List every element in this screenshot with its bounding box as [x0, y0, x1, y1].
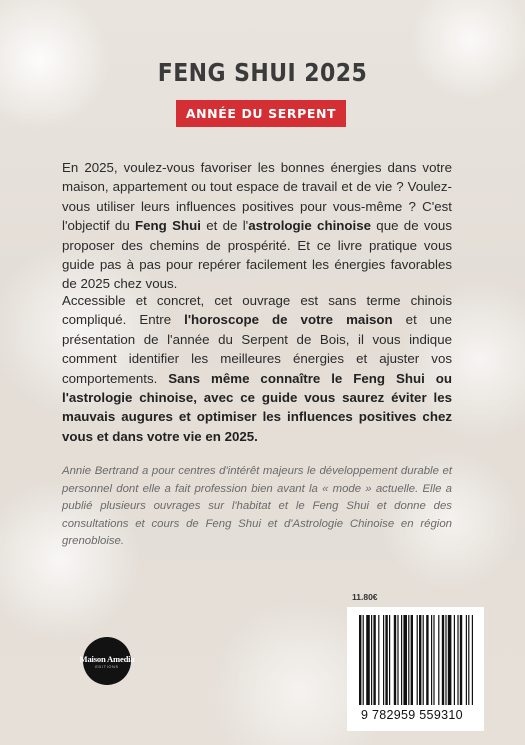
barcode-bar — [438, 615, 439, 705]
barcode-bar — [371, 615, 372, 705]
barcode-bar — [445, 615, 446, 705]
publisher-name: Maison Amedia — [79, 653, 135, 664]
p2-bold-horoscope: l'horoscope de votre maison — [184, 312, 393, 328]
barcode-bar — [359, 615, 361, 705]
p1-segment: et de l' — [200, 218, 249, 234]
barcode-bar — [378, 615, 379, 705]
barcode-bar — [433, 615, 434, 705]
description-paragraph-1 — [62, 158, 452, 294]
author-bio: Annie Bertrand a pour centres d'intérêt majeurs le développement durable et personnel dont elle a fait profession bien avant la « mode » actuelle. Elle a publié plusieurs ouvrages sur l'habitat et le Feng Shui et donne des consultations et cours de Feng Shui et d'Astrologie Chinoise en région grenobloise. — [62, 465, 452, 548]
barcode-digits: 9 782959 559310 — [361, 708, 463, 722]
barcode-bar — [363, 615, 364, 705]
barcode-bar — [366, 615, 370, 705]
barcode-bar — [397, 615, 398, 705]
barcode-bar — [460, 615, 462, 705]
description-paragraph-2 — [62, 291, 452, 446]
barcode-bar — [417, 615, 418, 705]
price-label: 11.80€ — [352, 592, 378, 602]
book-subtitle: ANNÉE DU SERPENT — [185, 106, 337, 121]
barcode-bar — [389, 615, 390, 705]
publisher-logo — [79, 637, 135, 685]
barcode-bar — [408, 615, 409, 705]
publisher-sub: EDITIONS — [95, 664, 119, 669]
p2-segment: et une présentation de l'année du Serpent de Bois, il vous indique comment identifier les meilleures énergies et ajuster vos comportements. — [62, 312, 452, 386]
barcode-bar — [383, 615, 384, 705]
barcode-bar — [468, 615, 469, 705]
barcode-bar — [423, 615, 424, 705]
barcode-bar — [448, 615, 452, 705]
subtitle-banner — [176, 100, 346, 127]
barcode-bar — [426, 615, 428, 705]
barcode-bar — [373, 615, 375, 705]
p1-bold-feng-shui: Feng Shui — [135, 218, 201, 234]
p2-segment: Accessible et concret, cet ouvrage est sans terme chinois compliqué. Entre — [62, 293, 452, 328]
barcode-bar — [457, 615, 458, 705]
barcode-bar — [472, 615, 473, 705]
barcode-bar — [385, 615, 387, 705]
book-title: FENG SHUI 2025 — [157, 58, 368, 87]
barcode-bar — [394, 615, 396, 705]
barcode-bar — [454, 615, 455, 705]
barcode-bar — [466, 615, 467, 705]
p1-segment: que de vous proposer des chemins de prospérité. Et ce livre pratique vous guide pas à pas pour repérer facilement les énergies favorables de 2025 chez vous. — [62, 218, 452, 292]
barcode-bar — [411, 615, 413, 705]
p1-bold-astrologie: astrologie chinoise — [248, 218, 371, 234]
barcode-bar — [419, 615, 421, 705]
p2-bold-conclusion: Sans même connaître le Feng Shui ou l'astrologie chinoise, avec ce guide vous saurez éviter les mauvais augures et optimiser les influences positives chez vous et dans votre vie en 2025. — [62, 370, 452, 444]
barcode — [347, 607, 484, 731]
barcode-bar — [403, 615, 407, 705]
p1-segment: En 2025, voulez-vous favoriser les bonnes énergies dans votre maison, appartement ou tout espace de travail et de vie ? Voulez-vous utiliser leurs influences positives pour vous-même ? C'est l'objectif du — [62, 160, 452, 234]
barcode-bar — [401, 615, 402, 705]
barcode-bar — [442, 615, 444, 705]
barcode-bar — [431, 615, 432, 705]
